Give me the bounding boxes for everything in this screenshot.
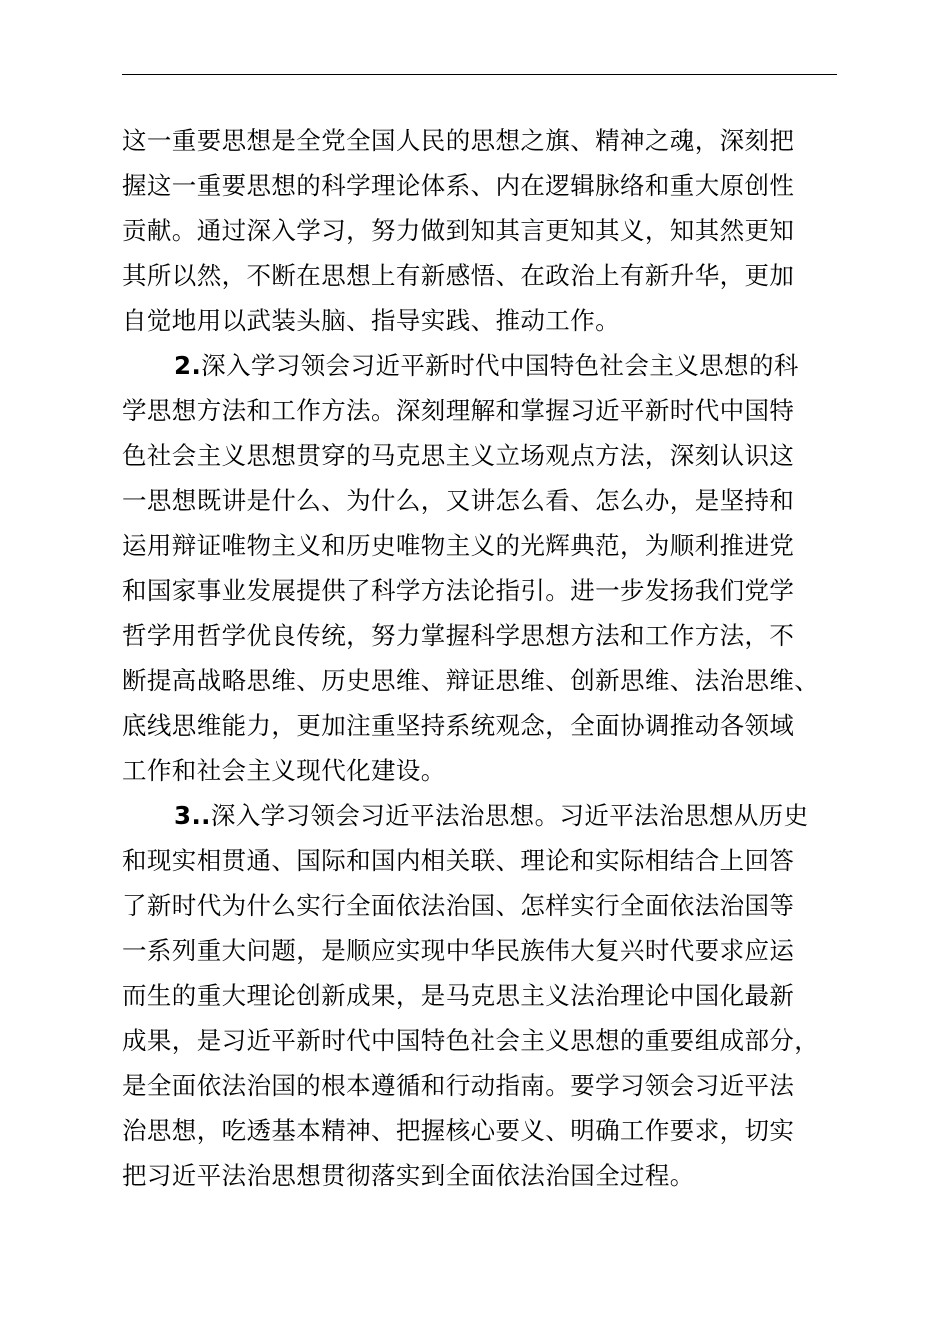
paragraph-line: 是全面依法治国的根本遵循和行动指南。要学习领会习近平法 [122,1071,795,1100]
paragraph-line-text: 深入学习领会习近平法治思想。习近平法治思想从历史 [210,801,809,830]
paragraph-line: 和国家事业发展提供了科学方法论指引。进一步发扬我们党学 [122,576,795,605]
paragraph-line: 贡献。通过深入学习，努力做到知其言更知其义，知其然更知 [122,216,795,245]
paragraph-line: 把习近平法治思想贯彻落实到全面依法治国全过程。 [122,1161,695,1190]
item-number: 3.. [174,801,211,830]
paragraph-line: 治思想，吃透基本精神、把握核心要义、明确工作要求，切实 [122,1116,795,1145]
header-rule [122,74,837,75]
paragraph-line: 这一重要思想是全党全国人民的思想之旗、精神之魂，深刻把 [122,126,795,155]
paragraph-line: 色社会主义思想贯穿的马克思主义立场观点方法，深刻认识这 [122,441,795,470]
paragraph-line-text: 深入学习领会习近平新时代中国特色社会主义思想的科 [201,351,799,380]
paragraph-line: 了新时代为什么实行全面依法治国、怎样实行全面依法治国等 [122,891,795,920]
paragraph-line: 成果，是习近平新时代中国特色社会主义思想的重要组成部分， [122,1026,820,1055]
paragraph-first-line [122,343,837,388]
paragraph-line: 一思想既讲是什么、为什么，又讲怎么看、怎么办，是坚持和 [122,486,795,515]
paragraph-line: 断提高战略思维、历史思维、辩证思维、创新思维、法治思维、 [122,666,820,695]
paragraph-first-line [122,793,837,838]
paragraph-line: 底线思维能力，更加注重坚持系统观念，全面协调推动各领域 [122,711,795,740]
paragraph-line: 握这一重要思想的科学理论体系、内在逻辑脉络和重大原创性 [122,171,795,200]
paragraph-line: 运用辩证唯物主义和历史唯物主义的光辉典范，为顺利推进党 [122,531,795,560]
paragraph-line: 学思想方法和工作方法。深刻理解和掌握习近平新时代中国特 [122,396,795,425]
paragraph-line: 工作和社会主义现代化建设。 [122,756,446,785]
paragraph-line: 哲学用哲学优良传统，努力掌握科学思想方法和工作方法，不 [122,621,795,650]
paragraph-line: 而生的重大理论创新成果，是马克思主义法治理论中国化最新 [122,981,795,1010]
paragraph-line: 其所以然，不断在思想上有新感悟、在政治上有新升华，更加 [122,261,795,290]
paragraph-line: 和现实相贯通、国际和国内相关联、理论和实际相结合上回答 [122,846,795,875]
item-number: 2. [174,351,202,380]
body-text [122,118,837,1198]
paragraph-line: 一系列重大问题，是顺应实现中华民族伟大复兴时代要求应运 [122,936,795,965]
paragraph-line: 自觉地用以武装头脑、指导实践、推动工作。 [122,306,620,335]
